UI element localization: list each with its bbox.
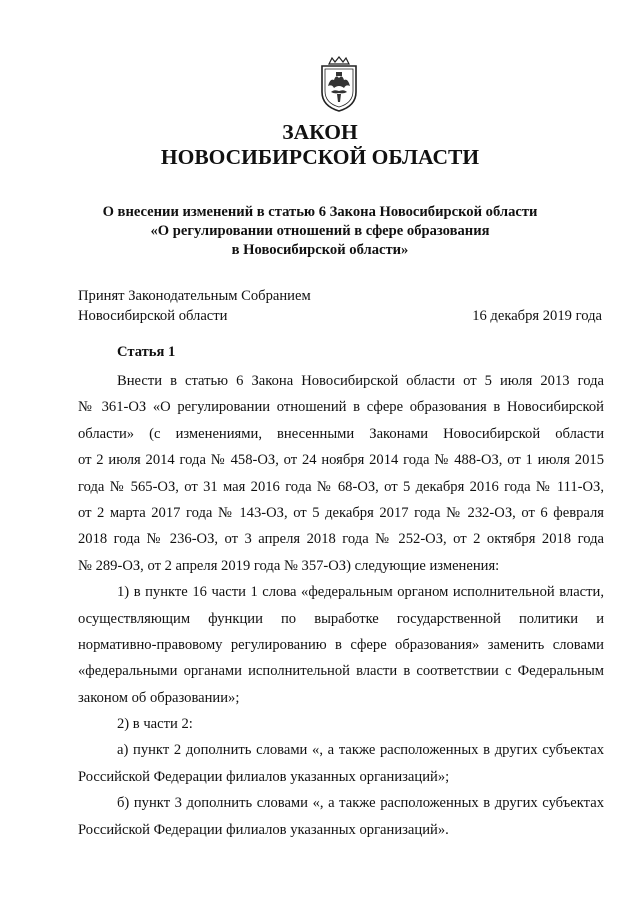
body-line: от 2 марта 2017 года № 143-ОЗ, от 5 декабря 2017 года № 232-ОЗ, от 6 февраля (78, 504, 604, 521)
body-line: 1) в пункте 16 части 1 слова «федеральным органом исполнительной власти, (117, 584, 604, 601)
body-line: Российской Федерации филиалов указанных организаций». (78, 821, 449, 838)
law-subject-line: в Новосибирской области» (231, 242, 409, 258)
body-line: 2018 года № 236-ОЗ, от 3 апреля 2018 года № 252-ОЗ, от 2 октября 2018 года (78, 531, 604, 548)
law-subject-line: О внесении изменений в статью 6 Закона Новосибирской области (102, 204, 538, 220)
body-line: года № 565-ОЗ, от 31 мая 2016 года № 68-ОЗ, от 5 декабря 2016 года № 111-ОЗ, (78, 478, 604, 495)
adoption-line: Новосибирской области (78, 308, 228, 324)
law-subject (60, 203, 580, 260)
adoption-line: Принят Законодательным Собранием (78, 288, 311, 304)
body-line: «федеральными органами исполнительной власти в соответствии с Федеральным (78, 663, 604, 680)
adoption-date: 16 декабря 2019 года (472, 308, 602, 324)
body-line: б) пункт 3 дополнить словами «, а также расположенных в других субъектах (117, 795, 604, 812)
document-title: ЗАКОН (282, 120, 358, 144)
body-line: от 2 июля 2014 года № 458-ОЗ, от 24 ноября 2014 года № 488-ОЗ, от 1 июля 2015 (78, 452, 604, 469)
body-line: Российской Федерации филиалов указанных организаций»; (78, 768, 450, 785)
adoption-info (78, 286, 311, 326)
body-line: области» (с изменениями, внесенными Законами Новосибирской области (78, 425, 604, 442)
body-line: № 289-ОЗ, от 2 апреля 2019 года № 357-ОЗ) следующие изменения: (78, 557, 500, 574)
coat-of-arms-icon (316, 56, 362, 112)
body-line: осуществляющим функции по выработке государственной политики и (78, 610, 604, 627)
body-line: нормативно-правовому регулированию в сфере образования» заменить словами (78, 636, 604, 653)
article-heading: Статья 1 (117, 344, 176, 360)
body-line: а) пункт 2 дополнить словами «, а также расположенных в других субъектах (117, 742, 604, 759)
body-line: Внести в статью 6 Закона Новосибирской области от 5 июля 2013 года (117, 373, 604, 389)
body-line: законом об образовании»; (78, 689, 240, 706)
article-body (78, 368, 604, 843)
body-line: № 361-ОЗ «О регулировании отношений в сфере образования в Новосибирской (78, 399, 604, 416)
body-line: 2) в части 2: (117, 716, 193, 733)
document-region: НОВОСИБИРСКОЙ ОБЛАСТИ (160, 145, 480, 169)
law-subject-line: «О регулировании отношений в сфере образования (150, 223, 490, 239)
